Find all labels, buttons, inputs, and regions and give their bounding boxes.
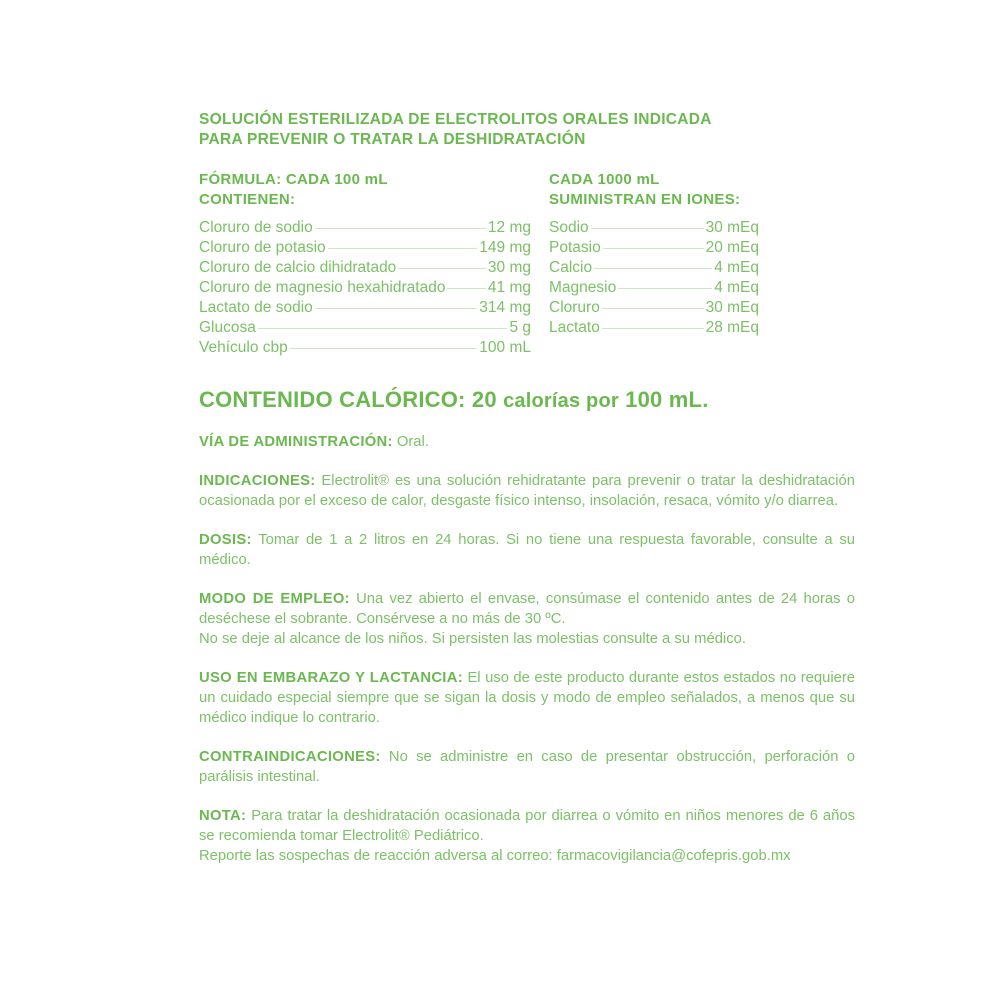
row-label: Lactato de sodio (199, 299, 313, 316)
leader-line (315, 228, 486, 229)
ions-row (549, 258, 759, 278)
row-label: Cloruro (549, 299, 600, 316)
leader-line (398, 268, 486, 269)
row-label: Lactato (549, 319, 600, 336)
section-text: No se administre en caso de presentar obstrucción, perforación o parálisis intestinal. (199, 749, 855, 785)
row-value: 5 g (509, 319, 531, 336)
leader-line (594, 268, 712, 269)
formula-row (199, 318, 531, 338)
section-text: Oral. (396, 434, 429, 450)
section-dosis (199, 530, 855, 570)
leader-line (591, 228, 704, 229)
formula-row (199, 338, 531, 358)
report-contact-text: Reporte las sospechas de reacción adversa al correo: farmacovigilancia@cofepris.gob.mx (199, 848, 791, 864)
section-text: Electrolit® es una solución rehidratante para prevenir o tratar la deshidratación ocasionada por el exceso de calor, desgaste físico intenso, insolación, resaca, vómito y/o diarrea. (199, 473, 855, 509)
section-text: Para tratar la deshidratación ocasionada por diarrea o vómito en niños menores de 6 años se recomienda tomar Electrolit® Pediátrico. (199, 808, 855, 844)
section-text: Tomar de 1 a 2 litros en 24 horas. Si no tiene una respuesta favorable, consulte a su médico. (199, 532, 855, 568)
formula-row (199, 238, 531, 258)
caloric-value: 20 (471, 387, 497, 412)
row-value: 100 mL (479, 339, 531, 356)
row-label: Glucosa (199, 319, 256, 336)
formula-row (199, 218, 531, 238)
section-label: USO EN EMBARAZO Y LACTANCIA: (199, 670, 463, 686)
ions-row (549, 318, 759, 338)
row-label: Sodio (549, 219, 589, 236)
ions-row (549, 218, 759, 238)
section-label: INDICACIONES: (199, 473, 316, 489)
section-text: Una vez abierto el envase, consúmase el contenido antes de 24 horas o deséchese el sobrante. Consérvese a no más de 30 ºC. (199, 591, 855, 627)
row-value: 149 mg (479, 239, 531, 256)
leader-line (258, 328, 508, 329)
ions-header-line-1: CADA 1000 mL (549, 171, 660, 188)
composition-tables (199, 170, 855, 380)
row-value: 20 mEq (705, 239, 759, 256)
leader-line (290, 348, 478, 349)
row-value: 314 mg (479, 299, 531, 316)
section-text-2: No se deje al alcance de los niños. Si persisten las molestias consulte a su médico. (199, 631, 746, 647)
leader-line (602, 328, 704, 329)
formula-row (199, 278, 531, 298)
row-label: Cloruro de sodio (199, 219, 313, 236)
section-modo-empleo (199, 589, 855, 649)
row-value: 41 mg (487, 279, 531, 296)
leader-line (315, 308, 478, 309)
ions-row (549, 298, 759, 318)
row-label: Vehículo cbp (199, 339, 288, 356)
section-indicaciones (199, 471, 855, 511)
row-value: 30 mEq (705, 299, 759, 316)
leader-line (603, 248, 704, 249)
row-label: Potasio (549, 239, 601, 256)
ions-header-line-2: SUMINISTRAN EN IONES: (549, 191, 741, 208)
row-label: Cloruro de magnesio hexahidratado (199, 279, 446, 296)
row-value: 12 mg (487, 219, 531, 236)
section-nota (199, 806, 855, 866)
formula-header-line-2: CONTIENEN: (199, 191, 296, 208)
caloric-label: CONTENIDO CALÓRICO: (199, 387, 466, 412)
ions-row (549, 278, 759, 298)
section-label: DOSIS: (199, 532, 252, 548)
row-value: 30 mEq (705, 219, 759, 236)
caloric-amount: 100 mL. (625, 387, 709, 412)
ions-table (549, 170, 759, 338)
formula-table (199, 170, 531, 358)
section-contraindicaciones (199, 747, 855, 787)
section-label: VÍA DE ADMINISTRACIÓN: (199, 434, 393, 450)
leader-line (602, 308, 704, 309)
row-label: Magnesio (549, 279, 617, 296)
formula-header (199, 170, 531, 218)
ions-header (549, 170, 759, 218)
row-label: Cloruro de potasio (199, 239, 326, 256)
leader-line (447, 288, 485, 289)
row-value: 28 mEq (705, 319, 759, 336)
section-label: MODO DE EMPLEO: (199, 591, 350, 607)
leader-line (618, 288, 712, 289)
formula-row (199, 298, 531, 318)
ions-row (549, 238, 759, 258)
section-label: CONTRAINDICACIONES: (199, 749, 381, 765)
section-via (199, 432, 855, 452)
product-label (199, 110, 855, 866)
row-label: Calcio (549, 259, 593, 276)
leader-line (328, 248, 478, 249)
label-heading (199, 110, 855, 150)
section-label: NOTA: (199, 808, 247, 824)
caloric-unit: calorías por (503, 390, 619, 412)
row-value: 30 mg (487, 259, 531, 276)
row-value: 4 mEq (714, 259, 759, 276)
heading-line-2: PARA PREVENIR O TRATAR LA DESHIDRATACIÓN (199, 131, 586, 148)
row-value: 4 mEq (714, 279, 759, 296)
section-text: El uso de este producto durante estos estados no requiere un cuidado especial siempre que se sigan la dosis y modo de empleo señalados, a menos que su médico indique lo contrario. (199, 670, 855, 726)
formula-header-line-1: FÓRMULA: CADA 100 mL (199, 171, 388, 188)
section-embarazo (199, 668, 855, 728)
caloric-content (199, 385, 855, 416)
row-label: Cloruro de calcio dihidratado (199, 259, 397, 276)
heading-line-1: SOLUCIÓN ESTERILIZADA DE ELECTROLITOS ORALES INDICADA (199, 111, 712, 128)
formula-row (199, 258, 531, 278)
